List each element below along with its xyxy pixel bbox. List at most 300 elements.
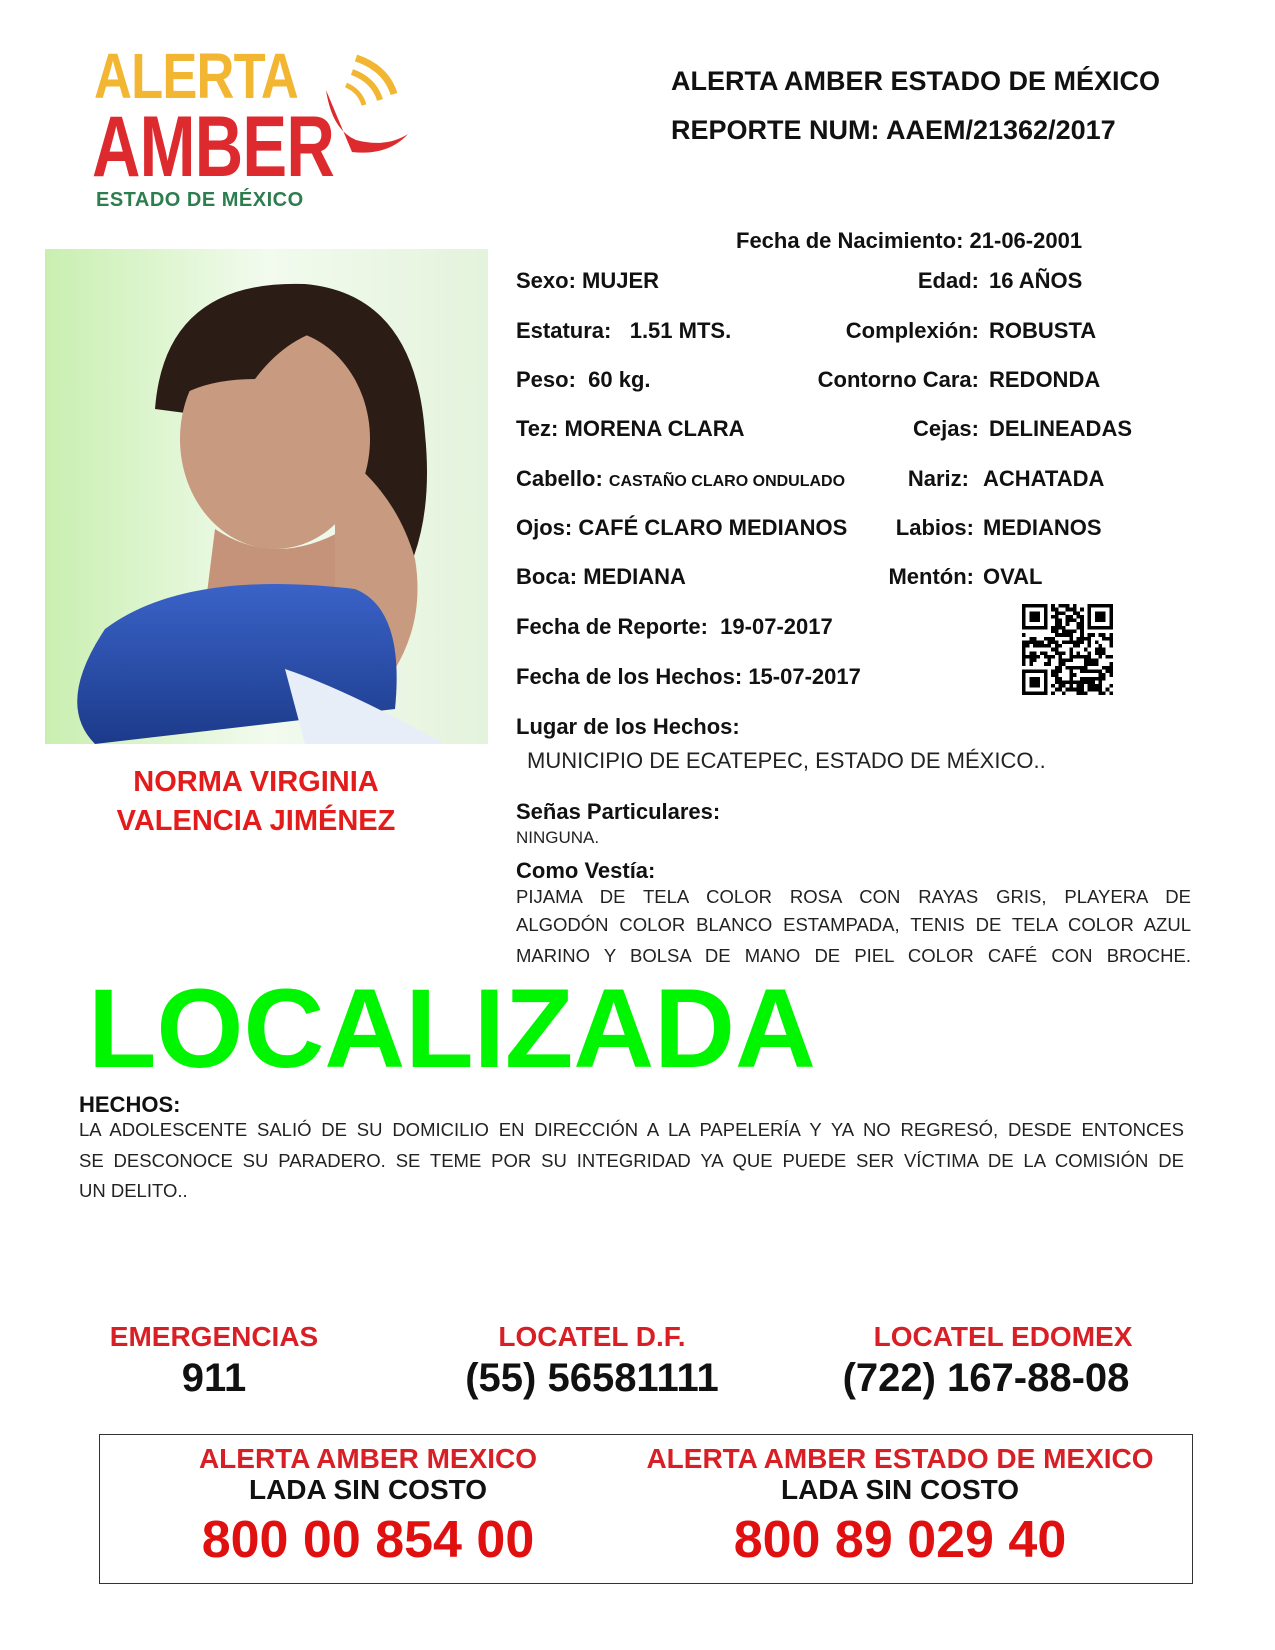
qr-module xyxy=(1069,677,1073,681)
qr-module xyxy=(1055,648,1059,652)
qr-module xyxy=(1088,655,1092,659)
qr-module xyxy=(1088,651,1092,655)
qr-module xyxy=(1077,611,1081,615)
qr-module xyxy=(1077,651,1081,655)
qr-module xyxy=(1069,648,1073,652)
qr-module xyxy=(1088,644,1092,648)
qr-module xyxy=(1073,604,1077,608)
qr-module xyxy=(1033,637,1037,641)
qr-module xyxy=(1077,691,1081,695)
qr-module xyxy=(1088,680,1092,684)
qr-module xyxy=(1084,648,1088,652)
qr-module xyxy=(1051,648,1055,652)
qr-module xyxy=(1026,640,1030,644)
qr-module xyxy=(1109,640,1113,644)
hechos-line: SE DESCONOCE SU PARADERO. SE TEME POR SU INTEGRIDAD YA QUE PUEDE SER VÍCTIMA DE LA COMISIÓN DE xyxy=(79,1150,1184,1171)
qr-module xyxy=(1073,640,1077,644)
qr-module xyxy=(1106,655,1110,659)
qr-module xyxy=(1069,688,1073,692)
qr-module xyxy=(1058,684,1062,688)
qr-module xyxy=(1066,619,1070,623)
qr-module xyxy=(1095,651,1099,655)
qr-module xyxy=(1051,684,1055,688)
qr-module xyxy=(1084,680,1088,684)
qr-module xyxy=(1069,651,1073,655)
qr-module xyxy=(1022,655,1026,659)
qr-module xyxy=(1029,662,1033,666)
qr-module xyxy=(1102,633,1106,637)
qr-module xyxy=(1073,619,1077,623)
qr-module xyxy=(1095,648,1099,652)
hechos-line: UN DELITO.. xyxy=(79,1180,188,1201)
qr-module xyxy=(1029,655,1033,659)
qr-module xyxy=(1055,640,1059,644)
lugar-label: Lugar de los Hechos: xyxy=(516,714,740,739)
qr-module xyxy=(1040,640,1044,644)
qr-module xyxy=(1091,684,1095,688)
qr-module xyxy=(1088,677,1092,681)
qr-module xyxy=(1098,633,1102,637)
qr-module xyxy=(1066,615,1070,619)
qr-module xyxy=(1062,626,1066,630)
qr-module xyxy=(1058,666,1062,670)
qr-module xyxy=(1102,666,1106,670)
qr-module xyxy=(1080,629,1084,633)
qr-module xyxy=(1084,655,1088,659)
tollfree-title-mexico: ALERTA AMBER MEXICO xyxy=(198,1443,538,1474)
qr-module xyxy=(1069,655,1073,659)
qr-module xyxy=(1095,611,1106,622)
qr-module xyxy=(1062,633,1066,637)
qr-module xyxy=(1109,644,1113,648)
qr-module xyxy=(1080,615,1084,619)
qr-module xyxy=(1066,622,1070,626)
qr-module xyxy=(1084,670,1088,674)
qr-module xyxy=(1069,619,1073,623)
qr-module xyxy=(1102,691,1106,695)
field-edad-label: Edad: xyxy=(917,268,979,293)
field-cejas-value: DELINEADAS xyxy=(989,416,1133,441)
qr-module xyxy=(1058,680,1062,684)
qr-module xyxy=(1077,655,1081,659)
senas-value: NINGUNA. xyxy=(516,828,600,847)
field-tez: Tez: MORENA CLARA xyxy=(516,416,745,441)
logo-alerta: ALERTA xyxy=(94,40,299,112)
qr-module xyxy=(1095,670,1099,674)
qr-module xyxy=(1062,662,1066,666)
header-title: ALERTA AMBER ESTADO DE MÉXICO xyxy=(671,66,1161,96)
qr-module xyxy=(1033,651,1037,655)
qr-module xyxy=(1051,640,1055,644)
qr-module xyxy=(1073,644,1077,648)
qr-module xyxy=(1069,633,1073,637)
contact-number-emergencias: 911 xyxy=(181,1356,247,1400)
qr-module xyxy=(1077,615,1081,619)
qr-module xyxy=(1088,670,1092,674)
qr-module xyxy=(1066,659,1070,663)
qr-module xyxy=(1062,659,1066,663)
qr-module xyxy=(1080,655,1084,659)
qr-module xyxy=(1055,688,1059,692)
qr-module xyxy=(1073,608,1077,612)
qr-module xyxy=(1058,655,1062,659)
qr-module xyxy=(1102,677,1106,681)
qr-module xyxy=(1084,637,1088,641)
qr-module xyxy=(1044,655,1048,659)
qr-module xyxy=(1058,604,1062,608)
qr-module xyxy=(1088,633,1092,637)
tollfree-title-edomex: ALERTA AMBER ESTADO DE MEXICO xyxy=(646,1443,1154,1474)
qr-module xyxy=(1088,659,1092,663)
qr-module xyxy=(1029,677,1040,688)
qr-module xyxy=(1066,666,1070,670)
qr-module xyxy=(1080,688,1084,692)
qr-module xyxy=(1098,691,1102,695)
tollfree-number-edomex: 800 89 029 40 xyxy=(733,1511,1067,1569)
qr-module xyxy=(1084,662,1088,666)
qr-module xyxy=(1069,684,1073,688)
qr-module xyxy=(1026,644,1030,648)
tollfree-sub-edomex: LADA SIN COSTO xyxy=(780,1474,1019,1505)
qr-module xyxy=(1102,637,1106,641)
qr-module xyxy=(1058,644,1062,648)
qr-module xyxy=(1062,611,1066,615)
qr-module xyxy=(1051,655,1055,659)
qr-module xyxy=(1022,648,1026,652)
qr-module xyxy=(1037,644,1041,648)
qr-module xyxy=(1055,611,1059,615)
qr-module xyxy=(1058,633,1062,637)
qr-module xyxy=(1080,640,1084,644)
senas-label: Señas Particulares: xyxy=(516,799,721,824)
qr-module xyxy=(1077,644,1081,648)
qr-module xyxy=(1058,619,1062,623)
qr-module xyxy=(1069,640,1073,644)
qr-module xyxy=(1055,673,1059,677)
field-birthdate: Fecha de Nacimiento: 21-06-2001 xyxy=(736,228,1083,253)
qr-module xyxy=(1033,655,1037,659)
qr-module xyxy=(1091,662,1095,666)
qr-module xyxy=(1055,651,1059,655)
qr-module xyxy=(1098,670,1102,674)
vestia-line: MARINO Y BOLSA DE MANO DE PIEL COLOR CAFÉ CON BROCHE. xyxy=(516,945,1191,966)
qr-module xyxy=(1029,651,1033,655)
qr-module xyxy=(1098,651,1102,655)
qr-module xyxy=(1095,662,1099,666)
qr-module xyxy=(1051,629,1055,633)
field-complexion-label: Complexión: xyxy=(845,318,979,343)
contact-number-locatel-df: (55) 56581111 xyxy=(465,1356,719,1400)
qr-module xyxy=(1102,673,1106,677)
person-name-line1: NORMA VIRGINIA xyxy=(133,766,379,798)
field-menton-label: Mentón: xyxy=(888,564,974,589)
qr-module xyxy=(1095,659,1099,663)
qr-module xyxy=(1073,611,1077,615)
hechos-label: HECHOS: xyxy=(79,1092,181,1117)
logo-amber: AMBER xyxy=(92,99,335,195)
qr-module xyxy=(1051,604,1055,608)
qr-module xyxy=(1069,670,1073,674)
qr-module xyxy=(1095,677,1099,681)
qr-module xyxy=(1088,688,1092,692)
alerta-amber-logo xyxy=(92,40,424,212)
qr-module xyxy=(1106,688,1110,692)
qr-module xyxy=(1091,677,1095,681)
field-contorno-value: REDONDA xyxy=(989,367,1101,392)
qr-module xyxy=(1080,666,1084,670)
localizada-stamp: LOCALIZADA xyxy=(88,966,816,1091)
qr-module xyxy=(1073,688,1077,692)
qr-module xyxy=(1062,680,1066,684)
vestia-line: PIJAMA DE TELA COLOR ROSA CON RAYAS GRIS, PLAYERA DE xyxy=(516,886,1191,907)
qr-module xyxy=(1022,644,1026,648)
qr-module xyxy=(1080,619,1084,623)
qr-module xyxy=(1077,626,1081,630)
qr-module xyxy=(1066,608,1070,612)
qr-module xyxy=(1091,680,1095,684)
qr-module xyxy=(1055,626,1059,630)
qr-module xyxy=(1047,659,1051,663)
qr-module xyxy=(1066,640,1070,644)
qr-module xyxy=(1055,644,1059,648)
qr-module xyxy=(1088,640,1092,644)
qr-module xyxy=(1080,608,1084,612)
qr-module xyxy=(1044,644,1048,648)
qr-module xyxy=(1055,619,1059,623)
qr-module xyxy=(1102,651,1106,655)
qr-module xyxy=(1058,626,1062,630)
qr-module xyxy=(1109,666,1113,670)
qr-module xyxy=(1102,648,1106,652)
qr-module xyxy=(1058,662,1062,666)
qr-module xyxy=(1109,684,1113,688)
qr-module xyxy=(1055,670,1059,674)
logo-estado: ESTADO DE MÉXICO xyxy=(96,189,304,211)
qr-module xyxy=(1047,637,1051,641)
field-estatura: Estatura: 1.51 MTS. xyxy=(516,318,732,343)
qr-module xyxy=(1080,626,1084,630)
qr-module xyxy=(1077,684,1081,688)
qr-module xyxy=(1109,662,1113,666)
qr-module xyxy=(1077,622,1081,626)
qr-module xyxy=(1062,629,1066,633)
field-nariz-label: Nariz: xyxy=(907,466,969,491)
qr-module xyxy=(1073,629,1077,633)
qr-module xyxy=(1080,637,1084,641)
qr-module xyxy=(1080,684,1084,688)
qr-module xyxy=(1062,604,1066,608)
qr-module xyxy=(1077,637,1081,641)
vestia-line: ALGODÓN COLOR BLANCO ESTAMPADA, TENIS DE TELA COLOR AZUL xyxy=(516,914,1191,935)
qr-module xyxy=(1058,651,1062,655)
qr-module xyxy=(1080,691,1084,695)
qr-module xyxy=(1058,677,1062,681)
qr-module xyxy=(1051,670,1055,674)
qr-module xyxy=(1098,648,1102,652)
qr-module xyxy=(1047,640,1051,644)
qr-module xyxy=(1055,608,1059,612)
field-fecha-hechos: Fecha de los Hechos: 15-07-2017 xyxy=(516,664,861,689)
qr-module xyxy=(1088,684,1092,688)
qr-module xyxy=(1033,659,1037,663)
qr-module xyxy=(1080,680,1084,684)
qr-module xyxy=(1084,659,1088,663)
qr-module xyxy=(1051,615,1055,619)
missing-person-photo xyxy=(45,249,488,744)
qr-module xyxy=(1077,688,1081,692)
qr-module xyxy=(1109,670,1113,674)
qr-module xyxy=(1095,688,1099,692)
qr-module xyxy=(1077,680,1081,684)
lugar-value: MUNICIPIO DE ECATEPEC, ESTADO DE MÉXICO.. xyxy=(527,748,1046,773)
field-labios-label: Labios: xyxy=(895,515,974,540)
qr-module xyxy=(1029,611,1040,622)
qr-module xyxy=(1047,655,1051,659)
qr-module xyxy=(1051,637,1055,641)
qr-module xyxy=(1098,655,1102,659)
qr-module xyxy=(1029,659,1033,663)
qr-module xyxy=(1106,637,1110,641)
field-fecha-reporte: Fecha de Reporte: 19-07-2017 xyxy=(516,614,833,639)
qr-module xyxy=(1033,640,1037,644)
qr-module xyxy=(1044,637,1048,641)
qr-module xyxy=(1073,666,1077,670)
qr-module xyxy=(1040,644,1044,648)
qr-module xyxy=(1022,662,1026,666)
qr-module xyxy=(1084,691,1088,695)
qr-module xyxy=(1051,691,1055,695)
field-cejas-label: Cejas: xyxy=(912,416,979,441)
qr-module xyxy=(1069,637,1073,641)
qr-module xyxy=(1109,673,1113,677)
hechos-line: LA ADOLESCENTE SALIÓ DE SU DOMICILIO EN DIRECCIÓN A LA PAPELERÍA Y YA NO REGRESÓ, DESDE ENTONCES xyxy=(79,1119,1184,1140)
contact-title-locatel-edomex: LOCATEL EDOMEX xyxy=(873,1321,1133,1352)
qr-module xyxy=(1069,680,1073,684)
field-labios-value: MEDIANOS xyxy=(983,515,1102,540)
qr-module xyxy=(1062,640,1066,644)
qr-module xyxy=(1062,691,1066,695)
field-ojos: Ojos: CAFÉ CLARO MEDIANOS xyxy=(516,515,848,540)
qr-module xyxy=(1073,680,1077,684)
qr-module xyxy=(1088,662,1092,666)
qr-module xyxy=(1098,684,1102,688)
qr-module xyxy=(1098,673,1102,677)
person-name-line2: VALENCIA JIMÉNEZ xyxy=(116,805,396,837)
qr-module xyxy=(1058,611,1062,615)
qr-module xyxy=(1022,633,1026,637)
qr-module xyxy=(1095,684,1099,688)
qr-module xyxy=(1084,677,1088,681)
qr-module xyxy=(1029,637,1033,641)
tollfree-number-mexico: 800 00 854 00 xyxy=(201,1511,535,1569)
field-contorno-label: Contorno Cara: xyxy=(817,367,979,392)
qr-module xyxy=(1084,666,1088,670)
qr-module xyxy=(1058,670,1062,674)
field-cabello: Cabello: CASTAÑO CLARO ONDULADO xyxy=(516,466,846,491)
qr-module xyxy=(1069,629,1073,633)
qr-module xyxy=(1080,677,1084,681)
qr-module xyxy=(1066,688,1070,692)
qr-module xyxy=(1066,633,1070,637)
qr-module xyxy=(1058,659,1062,663)
qr-module xyxy=(1055,633,1059,637)
qr-module xyxy=(1088,637,1092,641)
qr-module xyxy=(1040,651,1044,655)
report-number: REPORTE NUM: AAEM/21362/2017 xyxy=(671,115,1116,145)
qr-module xyxy=(1109,633,1113,637)
qr-module xyxy=(1106,670,1110,674)
qr-module xyxy=(1109,655,1113,659)
qr-module xyxy=(1062,684,1066,688)
qr-module xyxy=(1098,688,1102,692)
qr-module xyxy=(1037,640,1041,644)
contact-title-emergencias: EMERGENCIAS xyxy=(109,1321,319,1352)
field-sexo: Sexo: MUJER xyxy=(516,268,660,293)
qr-module xyxy=(1080,633,1084,637)
qr-module xyxy=(1055,677,1059,681)
qr-module xyxy=(1029,640,1033,644)
qr-module xyxy=(1109,637,1113,641)
qr-module xyxy=(1055,622,1059,626)
qr-module xyxy=(1051,626,1055,630)
qr-module xyxy=(1069,666,1073,670)
qr-module xyxy=(1051,608,1055,612)
qr-module xyxy=(1055,629,1059,633)
qr-module xyxy=(1044,651,1048,655)
qr-module xyxy=(1022,659,1026,663)
qr-module xyxy=(1091,659,1095,663)
qr-module xyxy=(1051,673,1055,677)
contact-number-locatel-edomex: (722) 167-88-08 xyxy=(842,1356,1130,1400)
qr-module xyxy=(1080,622,1084,626)
qr-module xyxy=(1091,670,1095,674)
qr-module xyxy=(1073,673,1077,677)
qr-module xyxy=(1069,608,1073,612)
qr-module xyxy=(1098,680,1102,684)
qr-module xyxy=(1069,673,1073,677)
qr-module xyxy=(1091,688,1095,692)
qr-module xyxy=(1073,655,1077,659)
field-nariz-value: ACHATADA xyxy=(983,466,1105,491)
qr-module xyxy=(1066,604,1070,608)
field-peso: Peso: 60 kg. xyxy=(516,367,651,392)
qr-module xyxy=(1037,655,1041,659)
field-complexion-value: ROBUSTA xyxy=(989,318,1097,343)
qr-module xyxy=(1058,622,1062,626)
qr-module xyxy=(1091,633,1095,637)
field-menton-value: OVAL xyxy=(983,564,1043,589)
qr-module xyxy=(1047,644,1051,648)
qr-module xyxy=(1055,666,1059,670)
qr-module xyxy=(1069,615,1073,619)
qr-module xyxy=(1069,659,1073,663)
qr-code-icon xyxy=(1022,604,1113,695)
qr-module xyxy=(1044,662,1048,666)
field-edad-value: 16 AÑOS xyxy=(989,268,1083,293)
qr-module xyxy=(1098,677,1102,681)
qr-module xyxy=(1066,680,1070,684)
qr-module xyxy=(1047,662,1051,666)
qr-module xyxy=(1026,655,1030,659)
qr-module xyxy=(1066,629,1070,633)
qr-module xyxy=(1106,666,1110,670)
field-boca: Boca: MEDIANA xyxy=(516,564,686,589)
qr-module xyxy=(1033,644,1037,648)
qr-module xyxy=(1109,691,1113,695)
qr-module xyxy=(1077,666,1081,670)
qr-module xyxy=(1022,651,1026,655)
vestia-label: Como Vestía: xyxy=(516,858,656,883)
